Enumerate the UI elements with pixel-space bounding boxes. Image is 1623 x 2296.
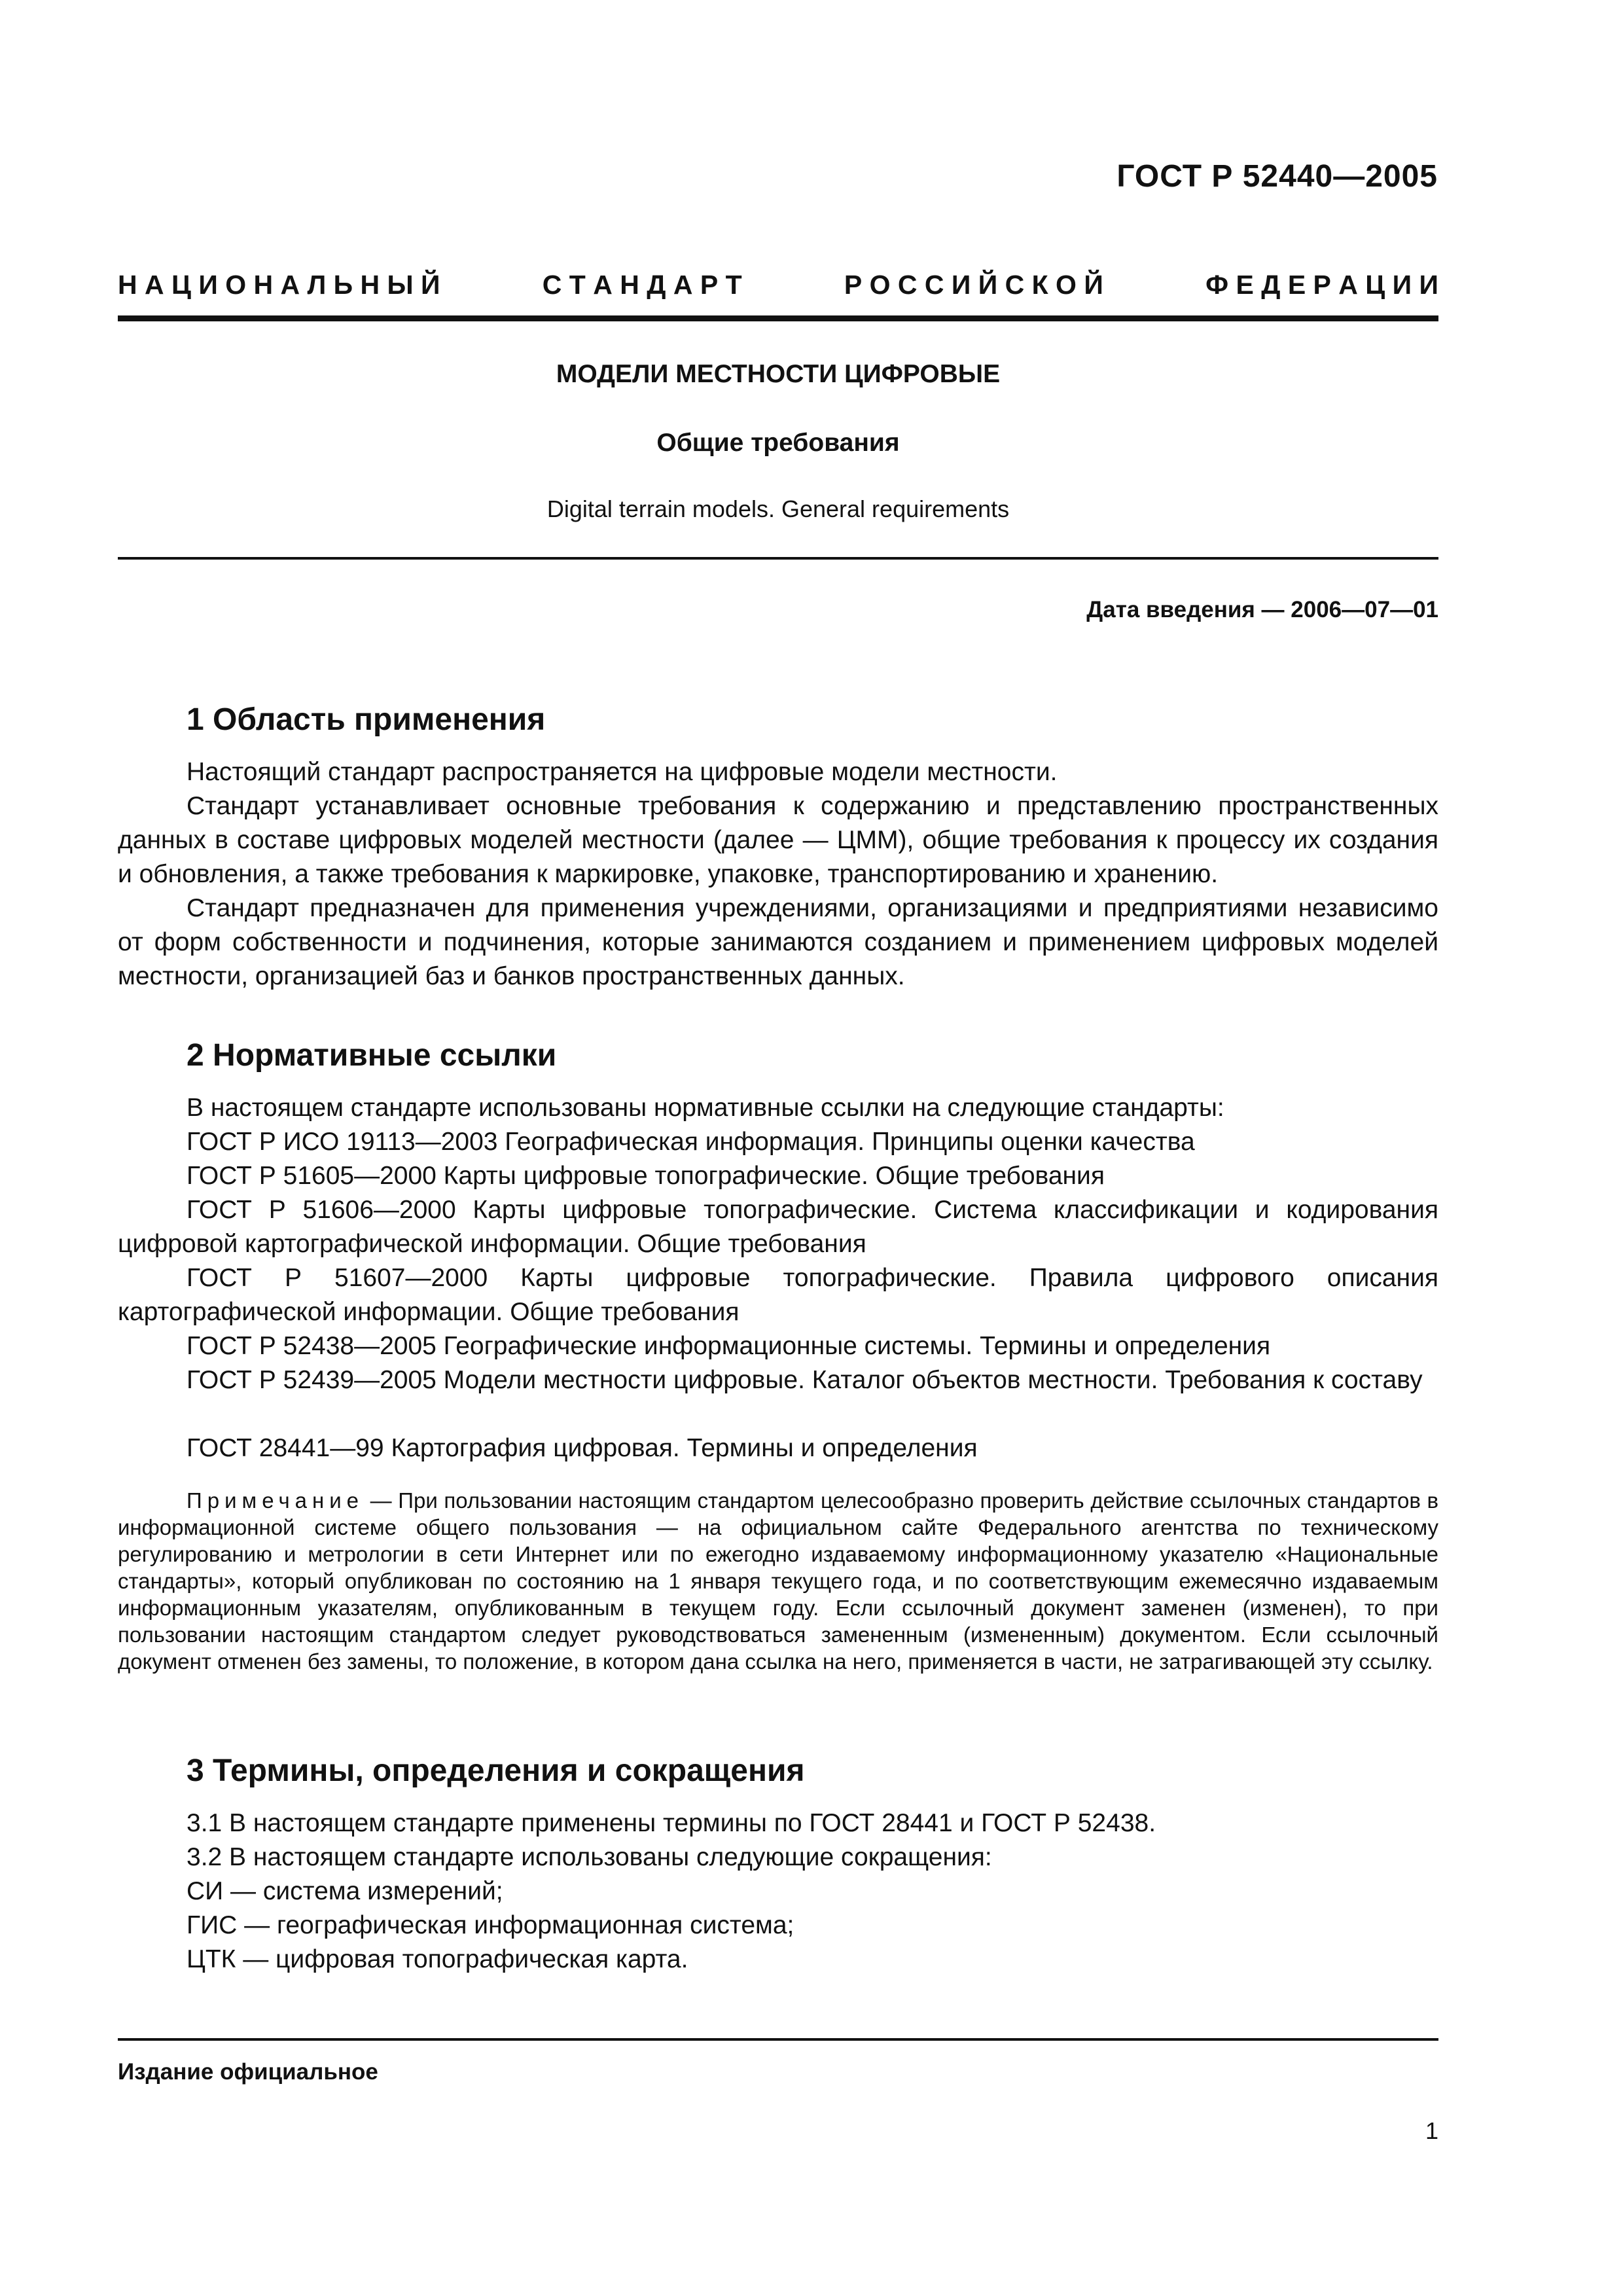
abbreviation-item: ГИС — географическая информационная система; [187,1911,794,1939]
section-3-heading: 3 Термины, определения и сокращения [187,1753,805,1788]
section-1-paragraph-1: Настоящий стандарт распространяется на цифровые модели местности. [187,758,1058,786]
section-3-item-1: 3.1 В настоящем стандарте применены термины по ГОСТ 28441 и ГОСТ Р 52438. [187,1809,1156,1837]
official-edition-label: Издание официальное [118,2059,378,2085]
footer-divider [118,2038,1438,2041]
section-1-paragraph-3-text: Стандарт предназначен для применения учреждениями, организациями и предприятиями независимо от форм собственности и подчинения, которые занимаются созданием и применением цифровых моделей местности, организацией баз и банков пространственных данных. [118,894,1438,990]
section-2-heading: 2 Нормативные ссылки [187,1038,557,1073]
section-1-heading: 1 Область применения [187,702,546,737]
reference-item: ГОСТ 28441—99 Картография цифровая. Термины и определения [187,1434,978,1462]
standard-number: ГОСТ Р 52440—2005 [1116,159,1438,194]
reference-item-text: ГОСТ Р 51607—2000 Карты цифровые топографические. Правила цифрового описания картографической информации. Общие требования [118,1264,1438,1326]
reference-item-text: ГОСТ Р 52439—2005 Модели местности цифровые. Каталог объектов местности. Требования к составу [187,1366,1423,1394]
title-divider [118,557,1438,560]
references-intro: В настоящем стандарте использованы нормативные ссылки на следующие стандарты: [187,1094,1224,1122]
document-title: МОДЕЛИ МЕСТНОСТИ ЦИФРОВЫЕ [556,360,1001,388]
national-word-3: Р О С С И Й С К О Й [844,270,1103,300]
note-indent [118,1488,187,1513]
reference-item [118,1261,1438,1329]
document-subtitle: Общие требования [656,429,900,457]
reference-item: ГОСТ Р 52438—2005 Географические информационные системы. Термины и определения [187,1332,1271,1360]
page-number: 1 [1425,2117,1438,2144]
section-1-paragraph-2-text: Стандарт устанавливает основные требования к содержанию и представлению пространственных данных в составе цифровых моделей местности (далее — ЦММ), общие требования к процессу их создания и обновления, а также требования к маркировке, упаковке, транспортированию и хранению. [118,792,1438,888]
reference-item-text: ГОСТ Р 51606—2000 Карты цифровые топографические. Система классификации и кодирования цифровой картографической информации. Общие требования [118,1196,1438,1258]
reference-item: ГОСТ Р ИСО 19113—2003 Географическая информация. Принципы оценки качества [187,1128,1195,1156]
introduction-date: Дата введения — 2006—07—01 [1086,597,1438,622]
english-title: Digital terrain models. General requirements [546,495,1010,522]
abbreviation-item: ЦТК — цифровая топографическая карта. [187,1945,688,1973]
references-note [118,1487,1438,1675]
reference-item [118,1193,1438,1261]
national-word-2: С Т А Н Д А Р Т [542,270,742,300]
note-text: — При пользовании настоящим стандартом целесообразно проверить действие ссылочных стандартов в информационной системе общего пользования — на официальном сайте Федерального агентства по техническому регулированию и метрологии в сети Интернет или по ежегодно издаваемому информационному указателю «Национальные стандарты», который опубликован по состоянию на 1 января текущего года, и по соответствующим ежемесячно издаваемым информационным указателям, опубликованным в текущем году. Если ссылочный документ заменен (изменен), то при пользовании настоящим стандартом следует руководствоваться замененным (измененным) документом. Если ссылочный документ отменен без замены, то положение, в котором дана ссылка на него, применяется в части, не затрагивающей эту ссылку. [118,1488,1438,1674]
header-divider [118,315,1438,321]
section-3-item-2: 3.2 В настоящем стандарте использованы следующие сокращения: [187,1843,992,1871]
section-1-paragraph-2 [118,789,1438,891]
national-word-1: Н А Ц И О Н А Л Ь Н Ы Й [118,270,440,300]
reference-item [118,1363,1438,1397]
national-standard-heading [118,270,1438,300]
abbreviation-item: СИ — система измерений; [187,1877,503,1905]
note-label: Примечание [187,1488,365,1513]
national-word-4: Ф Е Д Е Р А Ц И И [1205,270,1438,300]
reference-item: ГОСТ Р 51605—2000 Карты цифровые топографические. Общие требования [187,1162,1105,1190]
section-1-paragraph-3 [118,891,1438,994]
